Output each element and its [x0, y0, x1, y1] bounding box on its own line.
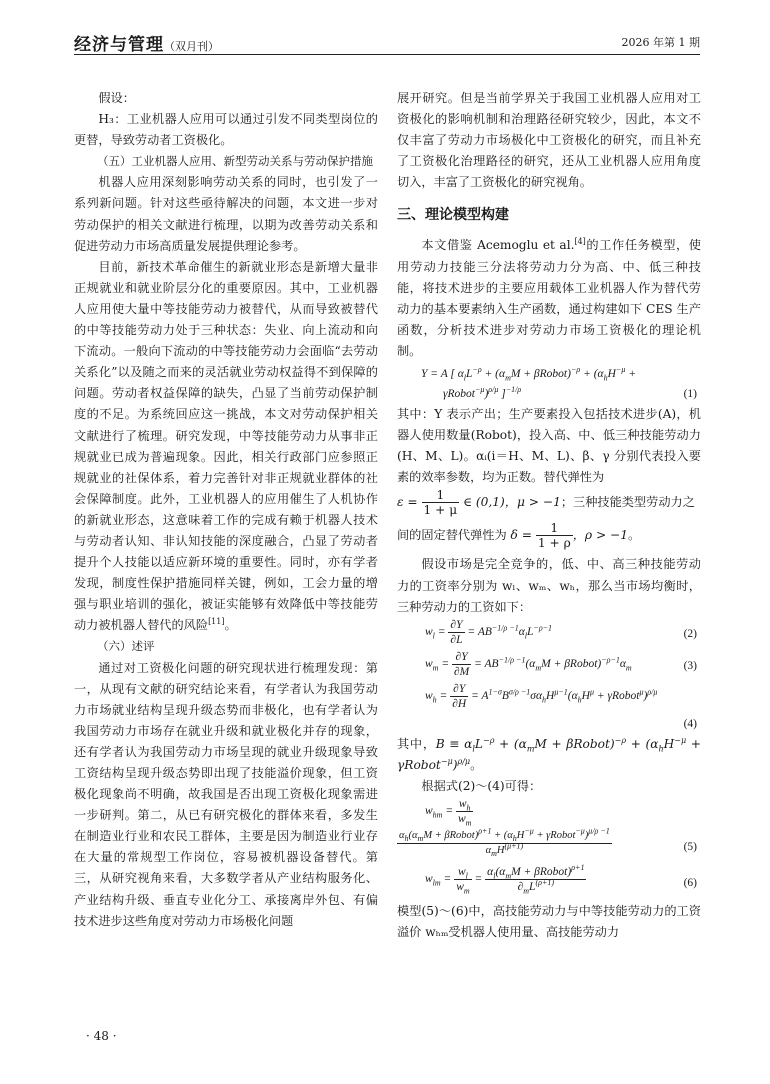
paragraph: 通过对工资极化问题的研究现状进行梳理发现：第一，从现有文献的研究结论来看，有学者认为我国劳动力市场就业结构呈现升级态势而非极化，也有学者认为我国劳动力市场存在就业升级和就业极化并存的现象，还有学者认为我国劳动力市场呈现的就业升级现象导致工资结构呈现升级态势即出现了技能溢价现象，但工资极化现象尚不明确，故我国是否出现工资极化现象需进一步研判。第二，从已有研究极化的群体来看，多发生在制造业行业和农民工群体，主要是因为制造业行业存在大量的常规型工作岗位，容易被机器设备替代。第三，从研究视角来看，大多数学者从产业结构服务化、产业结构升级、垂直专业化分工、承接离岸外包、有偏技术进步这些角度对劳动力市场极化问题 [74, 660, 378, 928]
paragraph: 机器人应用深刻影响劳动关系的同时，也引发了一系列新问题。针对这些亟待解决的问题，本文进一步对劳动保护的相关文献进行梳理，以期为改善劳动关系和促进劳动力市场高质量发展提供理论参考。 [74, 175, 378, 253]
paragraph: 目前，新技术革命催生的新就业形态是新增大量非正规就业和就业阶层分化的重要原因。其中，工业机器人应用使大量中等技能劳动力被替代，从而导致被替代的中等技能劳动力处于三种状态：失业、向上流动和向下流动。一般向下流动的中等技能劳动力会面临“去劳动关系化”以及随之而来的灵活就业劳动权益得不到保障的问题。劳动者权益保障的缺失，凸显了当前劳动保护制度的不足。为系统回应这一挑战，本文对劳动保护相关文献进行了梳理。研究发现，中等技能劳动力从事非正规就业已成为普遍现象。因此，相关行政部门应参照正规就业的社保体系，着力完善针对非正规就业群体的社会保障制度。此外，工业机器人的应用催生了人机协作的新就业形态，这意味着工作的完成有赖于机器人技术与劳动者认知、非认知技能的深度融合，凸显了劳动者提升个人技能以适应新环境的重要性。同时，亦有学者发现，制度性保护措施同样关键，例如，工会力量的增强与职业培训的强化，被证实能够有效降低中等技能劳动力被机器人替代的风险[11]。 [74, 259, 378, 633]
paragraph: 展开研究。但是当前学界关于我国工业机器人应用对工资极化的影响机制和治理路径研究较少，因此，本文不仅丰富了劳动力市场极化中工资极化的研究，而且补充了工资极化治理路径的研究，还从工业机器人应用角度切入，丰富了工资极化的研究视角。 [397, 91, 701, 190]
paragraph: 模型(5)～(6)中，高技能劳动力与中等技能劳动力的工资溢价 wₕₘ受机器人使用量、高技能劳动力 [397, 903, 701, 940]
equation-5: $\frac{\alpha_h(\alpha_mM + \beta Robot)^{\rho+1} + (\alpha_hH^{-\mu} + \gamma Robot^{-\mu})^{\mu/\rho -1}}{\alpha_mH^{(\mu+1)}}$ (5) [399, 826, 697, 859]
paragraph: 假设市场是完全竞争的，低、中、高三种技能劳动力的工资率分别为 wₗ、wₘ、wₕ，那么当市场均衡时，三种劳动力的工资如下： [397, 557, 701, 614]
equation-6: $w_{lm}$ = $\frac{w_l}{w_m}$ = $\frac{\alpha_l(\alpha_mM + \beta Robot)^{\rho+1}}{\partial_mL^{(\rho+1)}}$ (6) [425, 863, 697, 896]
journal-title: 经济与管理（双月刊） [74, 35, 219, 55]
issue-label: 2026 年第 1 期 [621, 36, 700, 49]
citation[interactable]: [4] [574, 237, 586, 247]
subheading-5: （五）工业机器人应用、新型劳动关系与劳动保护措施 [97, 154, 373, 169]
paragraph: 其中，$B \equiv \alpha_lL^{-\rho} + (\alpha_mM$ + βRobot)$^{-\rho}$ + ($\alpha_hH^{-\mu}$ + γRobot$^{-\mu}$)$^{\rho/\mu}$。 [397, 735, 701, 772]
equation-1: Y = A [ $\alpha_lL^{-\rho} + (\alpha_mM$ + βRobot)$^{-\rho}$ + ($\alpha_hH^{-\mu}$ + γRobot$^{-\mu}$)$^{\rho/\mu}$ ]$^{-1/\rho}$ (1) [421, 365, 697, 401]
page-number: · 48 · [86, 1029, 117, 1043]
paragraph: 本文借鉴 Acemoglu et al.[4]的工作任务模型，使用劳动力技能三分法将劳动力分为高、中、低三种技能，将技术进步的主要应用载体工业机器人作为替代劳动力的基本要素纳入生产函数，通过构建如下 CES 生产函数，分析技术进步对劳动力市场工资极化的理论机制。 [397, 237, 701, 358]
paragraph: 假设： [98, 91, 135, 105]
equation-2: $w_l$ = $\frac{\partial Y}{\partial L}$ = $AB^{-1/\rho -1}\alpha_lL^{-\rho-1}$ (2) [425, 618, 697, 646]
subheading-6: （六）述评 [97, 639, 155, 654]
hypothesis-h3: H₃：工业机器人应用可以通过引发不同类型岗位的更替，导致劳动者工资极化。 [74, 112, 378, 148]
section-heading: 三、理论模型构建 [397, 207, 509, 224]
citation[interactable]: [11] [208, 617, 225, 627]
equation-whm: $w_{hm}$ = $\frac{w_h}{w_m}$ [425, 797, 472, 828]
paragraph: 间的固定替代弹性为 δ = $\frac{1}{1 + \rho}$ ，ρ > −1。 [397, 521, 641, 551]
page-header [74, 30, 700, 55]
left-column [74, 88, 378, 932]
paragraph: 根据式(2)～(4)可得： [421, 778, 542, 793]
equation-4: $w_h$ = $\frac{\partial Y}{\partial H}$ = $A^{1-\sigma}B^{\sigma/\rho -1}\sigma\alpha_hH^{\mu-1}(\alpha_hH^\mu$ + γRobot$^\mu$)$^{\rho/\mu}$ [425, 682, 658, 710]
right-column [397, 88, 701, 943]
equation-4-number: (4) [683, 717, 697, 730]
equation-3: $w_m$ = $\frac{\partial Y}{\partial M}$ = $AB^{-1/\rho -1}(\alpha_mM$ + $\beta Robot)^{-\rho-1}\alpha_m$ (3) [425, 650, 697, 678]
paragraph: 其中：Y 表示产出；生产要素投入包括技术进步(A)，机器人使用数量(Robot)，投入高、中、低三种技能劳动力(H、M、L)。αᵢ(i＝H、M、L)、β、γ 分别代表投入要素的效率参数，均为正数。替代弹性为 ε = $\frac{1}{1 + \mu}$ ∈ (0,1)，μ > −1；三种技能类型劳动力之 [397, 407, 701, 518]
